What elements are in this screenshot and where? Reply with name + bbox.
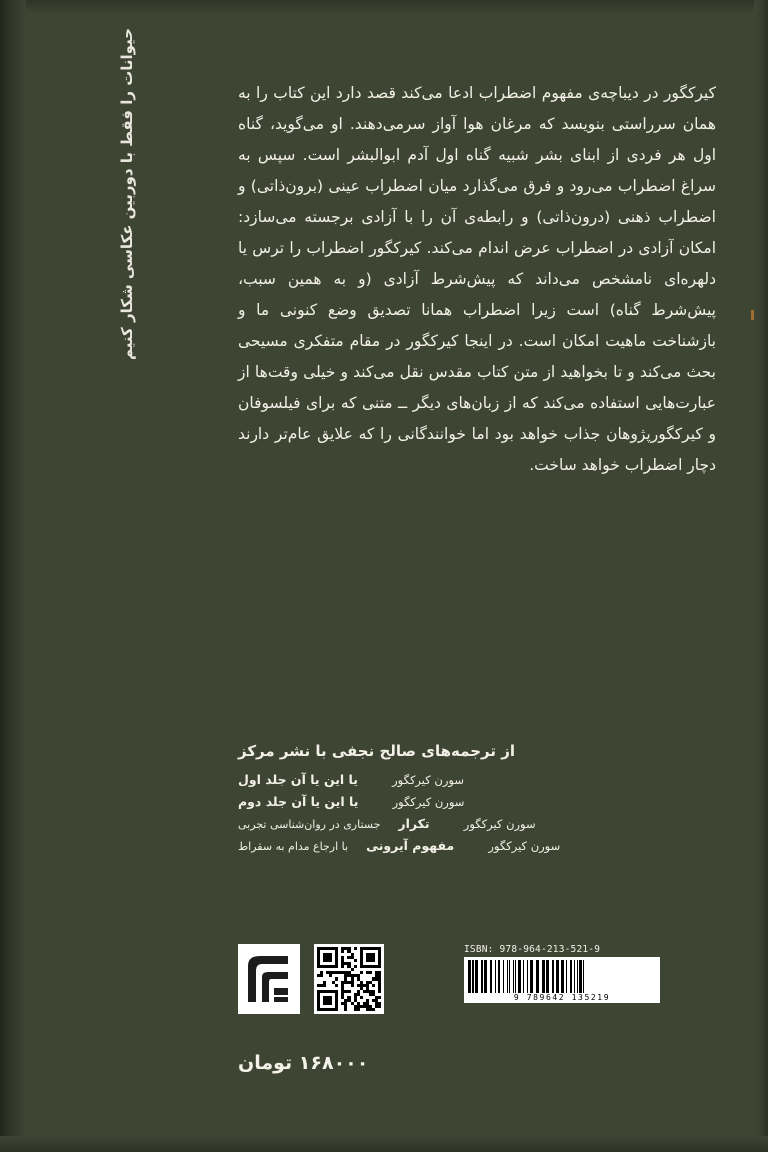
book-title: مفهوم آیرونی xyxy=(366,838,455,853)
book-subtitle: جستاری در روان‌شناسی تجربی xyxy=(238,818,381,831)
price-label: ۱۶۸۰۰۰ تومان xyxy=(238,1052,369,1074)
book-title: تکرار xyxy=(398,816,430,831)
isbn-label: ISBN: 978-964-213-521-9 xyxy=(464,944,601,955)
back-cover-blurb: کیرکگور در دیباچه‌ی مفهوم اضطراب ادعا می‌کند قصد دارد این کتاب را به همان سرراستی بنویسد که مرغان هوا آواز سرمی‌دهند. او می‌گوید، گناه اول هر فردی از ابنای بشر شبیه گناه اول آدم ابوالبشر است. سپس به سراغ اضطراب می‌رود و فرق می‌گذارد میان اضطراب عینی (برون‌ذاتی) و اضطراب ذهنی (درون‌ذاتی) و رابطه‌ی آن را با آزادی برجسته می‌سازد: امکان آزادی در اضطراب عرض اندام می‌کند. کیرکگور اضطراب را ترس یا دلهره‌ای نامشخص می‌داند که پیش‌شرط آزادی (و به همین سبب، پیش‌شرط گناه) است زیرا اضطراب همانا تصدیق وضع کنونی ما و بازشناخت ماهیت امکان است. در اینجا کیرکگور در مقام متفکری مسیحی بحث می‌کند و تا بخواهید از متن کتاب مقدس نقل می‌کند و خیلی وقت‌ها از عبارت‌هایی استفاده می‌کند که از زبان‌های دیگر ــ متنی که برای فیلسوفان و کیرکگورپژوهان جذاب خواهد بود اما خوانندگانی را که علایق عام‌تر دارند دچار اضطراب خواهد ساخت. xyxy=(238,84,716,474)
cover-footer-bar xyxy=(238,944,716,1024)
barcode xyxy=(464,957,660,1003)
publisher-logo-icon xyxy=(238,944,300,1014)
list-item xyxy=(238,838,716,853)
isbn-block xyxy=(464,944,660,1003)
barcode-number: 9 789642 135219 xyxy=(513,993,611,1002)
accent-tick-mark xyxy=(751,310,754,320)
list-item xyxy=(238,772,716,787)
list-item xyxy=(238,816,716,831)
cover-edge-shadow-left xyxy=(0,0,26,1152)
cover-edge-shadow-right xyxy=(754,0,768,1152)
other-translations-section xyxy=(238,742,716,860)
other-translations-heading: از ترجمه‌های صالح نجفی با نشر مرکز xyxy=(238,742,515,760)
book-author: سورن کیرکگور xyxy=(392,773,464,787)
book-title: یا این یا آن جلد اول xyxy=(238,772,358,787)
cover-edge-shadow-top xyxy=(0,0,768,14)
book-author: سورن کیرکگور xyxy=(392,795,465,809)
qr-code xyxy=(314,944,384,1014)
book-title: یا این یا آن جلد دوم xyxy=(238,794,359,809)
book-subtitle: با ارجاع مدام به سقراط xyxy=(238,840,349,853)
book-author: سورن کیرکگور xyxy=(488,839,561,853)
spine-title: حیوانات را فقط با دوربین عکاسی شکار کنیم xyxy=(118,27,136,360)
cover-edge-shadow-bottom xyxy=(0,1136,768,1152)
book-author: سورن کیرکگور xyxy=(463,817,536,831)
list-item xyxy=(238,794,716,809)
